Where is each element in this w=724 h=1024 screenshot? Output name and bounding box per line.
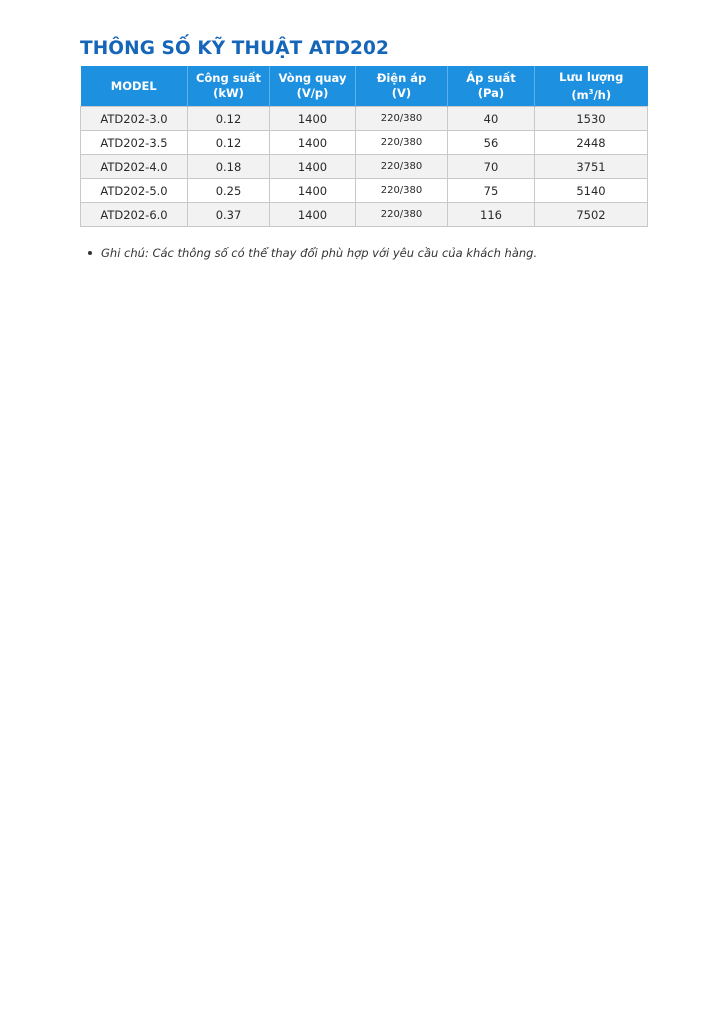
header-power: Công suất (kW)	[188, 66, 270, 107]
table-row	[81, 155, 648, 179]
table-header-row	[81, 66, 648, 107]
cell-power: 0.25	[188, 179, 270, 203]
cell-speed: 1400	[270, 107, 356, 131]
bullet-icon	[88, 251, 92, 255]
cell-power: 0.12	[188, 107, 270, 131]
cell-voltage: 220/380	[356, 179, 448, 203]
cell-model: ATD202-5.0	[81, 179, 188, 203]
cell-speed: 1400	[270, 179, 356, 203]
cell-pressure: 56	[448, 131, 535, 155]
header-speed: Vòng quay (V/p)	[270, 66, 356, 107]
table-row	[81, 179, 648, 203]
cell-airflow: 5140	[535, 179, 648, 203]
cell-pressure: 40	[448, 107, 535, 131]
cell-voltage: 220/380	[356, 107, 448, 131]
table-row	[81, 131, 648, 155]
cell-speed: 1400	[270, 203, 356, 227]
cell-airflow: 7502	[535, 203, 648, 227]
spec-table	[80, 66, 648, 227]
cell-pressure: 116	[448, 203, 535, 227]
cell-pressure: 70	[448, 155, 535, 179]
cell-model: ATD202-6.0	[81, 203, 188, 227]
cell-model: ATD202-3.0	[81, 107, 188, 131]
cell-power: 0.12	[188, 131, 270, 155]
note-text: Ghi chú: Các thông số có thể thay đổi phù hợp với yêu cầu của khách hàng.	[88, 246, 537, 260]
cell-voltage: 220/380	[356, 203, 448, 227]
cell-model: ATD202-3.5	[81, 131, 188, 155]
header-airflow: Lưu lượng $(m^3/h)$	[535, 66, 648, 107]
cell-voltage: 220/380	[356, 131, 448, 155]
cell-airflow: 2448	[535, 131, 648, 155]
header-voltage: Điện áp (V)	[356, 66, 448, 107]
header-pressure: Áp suất (Pa)	[448, 66, 535, 107]
cell-pressure: 75	[448, 179, 535, 203]
cell-power: 0.18	[188, 155, 270, 179]
cell-power: 0.37	[188, 203, 270, 227]
table-row	[81, 203, 648, 227]
cell-airflow: 1530	[535, 107, 648, 131]
cell-speed: 1400	[270, 155, 356, 179]
cell-airflow: 3751	[535, 155, 648, 179]
header-model: MODEL	[81, 66, 188, 107]
table-row	[81, 107, 648, 131]
cell-voltage: 220/380	[356, 155, 448, 179]
cell-model: ATD202-4.0	[81, 155, 188, 179]
cell-speed: 1400	[270, 131, 356, 155]
page-title: THÔNG SỐ KỸ THUẬT ATD202	[80, 38, 389, 59]
